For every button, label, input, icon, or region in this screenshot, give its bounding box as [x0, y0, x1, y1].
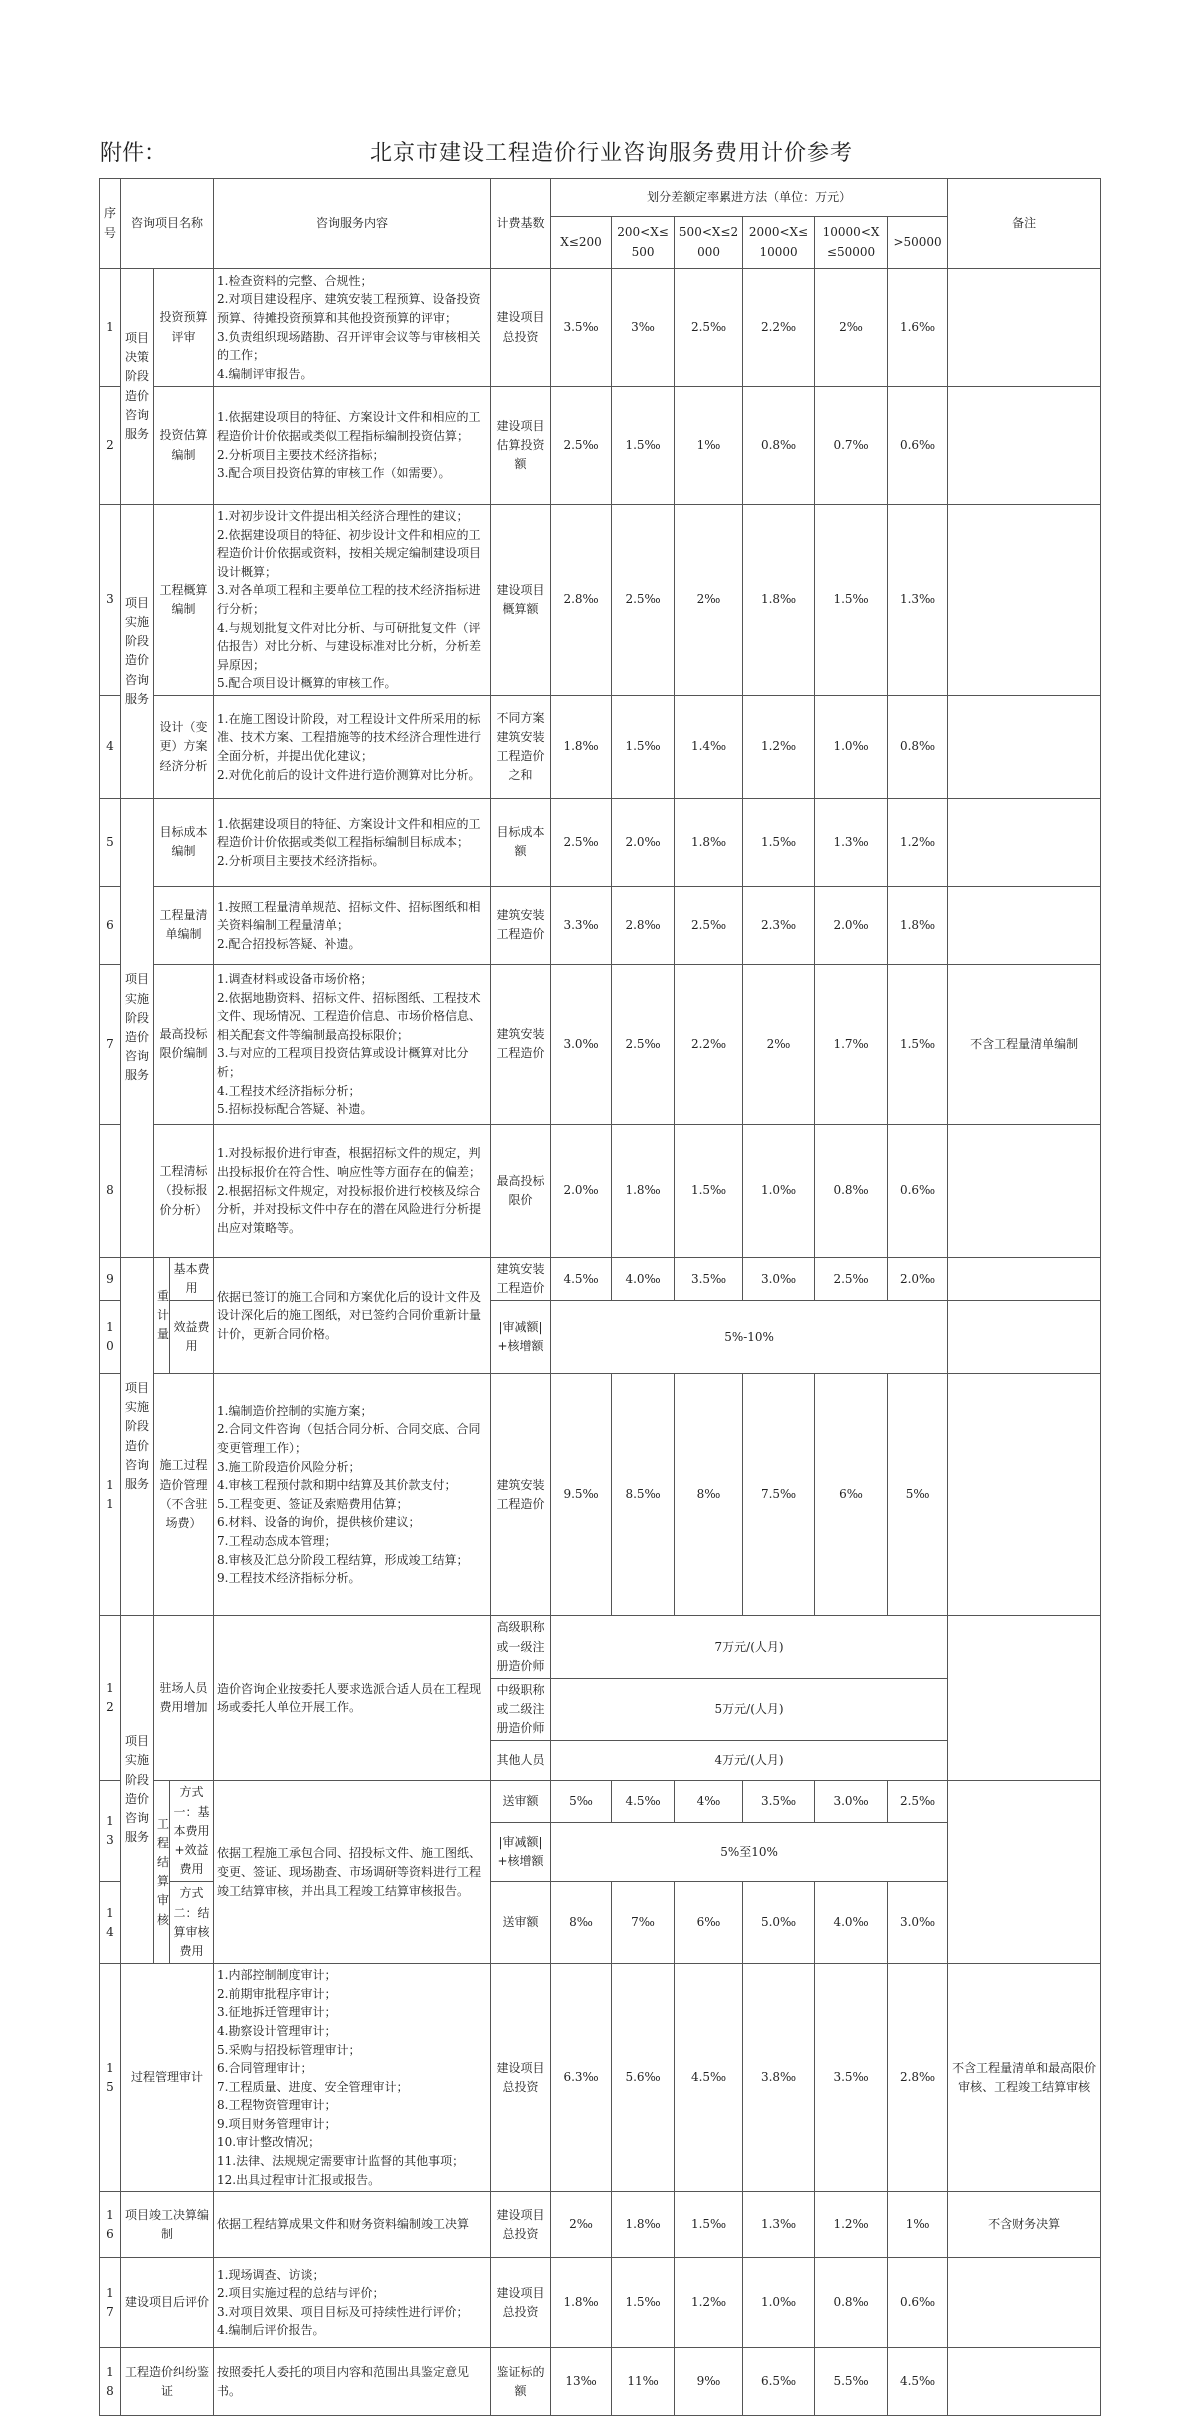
rate-cell: 2.0‰	[815, 886, 888, 964]
rate-cell: 1.0‰	[743, 1124, 815, 1257]
rate-cell: 8‰	[675, 1374, 743, 1616]
rate-cell: 2.5‰	[551, 387, 612, 505]
rate-cell: 1.5‰	[815, 505, 888, 696]
rate-cell: 2‰	[815, 269, 888, 387]
rate-cell: 2.5‰	[815, 1257, 888, 1300]
remark-cell	[948, 798, 1101, 886]
row-number: 10	[100, 1301, 121, 1374]
rate-cell: 0.6‰	[888, 2258, 948, 2348]
rate-cell: 5.6‰	[612, 1964, 675, 2192]
row-number: 9	[100, 1257, 121, 1300]
merged-rate: 5%至10%	[551, 1822, 948, 1882]
service-content: 依据工程结算成果文件和财务资料编制竣工决算	[214, 2192, 491, 2258]
rate-cell: 1.5‰	[743, 798, 815, 886]
rate-cell: 1.3‰	[888, 505, 948, 696]
rate-cell: 2‰	[675, 505, 743, 696]
rate-cell: 2.0‰	[612, 798, 675, 886]
rate-cell: 1.4‰	[675, 695, 743, 798]
rate-cell: 11‰	[612, 2348, 675, 2416]
rate-cell: 6‰	[815, 1374, 888, 1616]
item-name: 投资预算评审	[154, 269, 214, 387]
rate-cell: 5.0‰	[743, 1882, 815, 1964]
table-row	[100, 387, 1101, 505]
row-number: 1	[100, 269, 121, 387]
remark-cell	[948, 269, 1101, 387]
header-rates-group: 划分差额定率累进方法（单位：万元）	[551, 179, 948, 217]
remark-cell	[948, 1124, 1101, 1257]
rate-cell: 5‰	[551, 1781, 612, 1822]
fee-base: 送审额	[491, 1781, 551, 1822]
fee-base: 建设项目总投资	[491, 2258, 551, 2348]
rate-cell: 3.0‰	[551, 964, 612, 1124]
item-name: 方式二：结算审核费用	[170, 1882, 214, 1964]
fee-base: 建筑安装工程造价	[491, 1374, 551, 1616]
rate-cell: 9.5‰	[551, 1374, 612, 1616]
rate-cell: 1.8‰	[675, 798, 743, 886]
fee-base: 高级职称或一级注册造价师	[491, 1616, 551, 1679]
rate-cell: 2‰	[551, 2192, 612, 2258]
table-row	[100, 505, 1101, 696]
service-content: 1.依据建设项目的特征、方案设计文件和相应的工程造价计价依据或类似工程指标编制目标成本； 2.分析项目主要技术经济指标。	[214, 798, 491, 886]
rate-cell: 8‰	[551, 1882, 612, 1964]
item-name: 施工过程造价管理（不含驻场费）	[154, 1374, 214, 1616]
header-item: 咨询项目名称	[121, 179, 214, 269]
item-name: 过程管理审计	[121, 1964, 214, 2192]
service-content: 1.对初步设计文件提出相关经济合理性的建议； 2.依据建设项目的特征、初步设计文件和相应的工程造价计价依据或资料，按相关规定编制建设项目设计概算； 3.对各单项工程和主要单位工程的技术经济指标进行分析； 4.与规划批复文件对比分析、与可研批复文件（评估报告）对比分析、与建设标准对比分析，分析差异原因； 5.配合项目设计概算的审核工作。	[214, 505, 491, 696]
header-tier-2: 200<X≤500	[612, 217, 675, 269]
remark-cell	[948, 387, 1101, 505]
row-number: 13	[100, 1781, 121, 1882]
rate-cell: 6.5‰	[743, 2348, 815, 2416]
header-no: 序号	[100, 179, 121, 269]
rate-cell: 3.5‰	[675, 1257, 743, 1300]
rate-cell: 1‰	[888, 2192, 948, 2258]
rate-cell: 2.5‰	[551, 798, 612, 886]
table-row	[100, 2348, 1101, 2416]
rate-cell: 0.8‰	[815, 1124, 888, 1257]
table-row	[100, 964, 1101, 1124]
stage-label: 项目决策阶段造价咨询服务	[121, 269, 154, 505]
fee-base: 不同方案建筑安装工程造价之和	[491, 695, 551, 798]
service-content: 依据已签订的施工合同和方案优化后的设计文件及设计深化后的施工图纸，对已签约合同价重新计量计价，更新合同价格。	[214, 1257, 491, 1373]
row-number: 7	[100, 964, 121, 1124]
rate-cell: 1.6‰	[888, 269, 948, 387]
fee-base: 建设项目总投资	[491, 269, 551, 387]
row-number: 3	[100, 505, 121, 696]
row-number: 6	[100, 886, 121, 964]
rate-cell: 4‰	[675, 1781, 743, 1822]
table-row	[100, 269, 1101, 387]
rate-cell: 1.2‰	[815, 2192, 888, 2258]
row-number: 5	[100, 798, 121, 886]
fee-base: 中级职称或二级注册造价师	[491, 1678, 551, 1741]
header-tier-5: 10000<X≤50000	[815, 217, 888, 269]
remark-cell	[948, 1257, 1101, 1300]
remark-cell: 不含财务决算	[948, 2192, 1101, 2258]
fee-base: 建筑安装工程造价	[491, 886, 551, 964]
fee-base: 最高投标限价	[491, 1124, 551, 1257]
rate-cell: 6‰	[675, 1882, 743, 1964]
rate-cell: 1.5‰	[888, 964, 948, 1124]
row-number: 8	[100, 1124, 121, 1257]
rate-cell: 3.8‰	[743, 1964, 815, 2192]
rate-cell: 2.0‰	[888, 1257, 948, 1300]
fee-base: |审减额|+核增额	[491, 1822, 551, 1882]
remark-cell	[948, 1781, 1101, 1964]
header-tier-4: 2000<X≤10000	[743, 217, 815, 269]
service-content: 1.对投标报价进行审查，根据招标文件的规定，判出投标报价在符合性、响应性等方面存在的偏差； 2.根据招标文件规定，对投标报价进行校核及综合分析，并对投标文件中存在的潜在风险进行分析提出应对策略等。	[214, 1124, 491, 1257]
group-label: 工程结算审核	[154, 1781, 170, 1964]
row-number: 4	[100, 695, 121, 798]
rate-cell: 1.5‰	[612, 387, 675, 505]
rate-cell: 1.8‰	[612, 2192, 675, 2258]
rate-cell: 3.5‰	[743, 1781, 815, 1822]
rate-cell: 1.5‰	[612, 695, 675, 798]
rate-cell: 1.0‰	[815, 695, 888, 798]
item-name: 工程造价纠纷鉴证	[121, 2348, 214, 2416]
rate-cell: 3.0‰	[743, 1257, 815, 1300]
rate-cell: 4.0‰	[612, 1257, 675, 1300]
table-row	[100, 886, 1101, 964]
rate-cell: 13‰	[551, 2348, 612, 2416]
row-number: 16	[100, 2192, 121, 2258]
rate-cell: 6.3‰	[551, 1964, 612, 2192]
service-content: 造价咨询企业按委托人要求选派合适人员在工程现场或委托人单位开展工作。	[214, 1616, 491, 1781]
item-name: 驻场人员费用增加	[154, 1616, 214, 1781]
rate-cell: 0.8‰	[743, 387, 815, 505]
remark-cell	[948, 2258, 1101, 2348]
rate-cell: 2.5‰	[675, 269, 743, 387]
rate-cell: 1.8‰	[743, 505, 815, 696]
header-tier-1: X≤200	[551, 217, 612, 269]
table-row	[100, 1257, 1101, 1300]
stage-label: 项目实施阶段造价咨询服务	[121, 1616, 154, 1964]
rate-cell: 1.8‰	[888, 886, 948, 964]
row-number: 14	[100, 1882, 121, 1964]
rate-cell: 0.7‰	[815, 387, 888, 505]
rate-cell: 1.5‰	[675, 2192, 743, 2258]
fee-base: 建设项目总投资	[491, 1964, 551, 2192]
header-remark: 备注	[948, 179, 1101, 269]
fee-base: 送审额	[491, 1882, 551, 1964]
item-name: 最高投标限价编制	[154, 964, 214, 1124]
remark-cell: 不含工程量清单和最高限价审核、工程竣工结算审核	[948, 1964, 1101, 2192]
remark-cell	[948, 2348, 1101, 2416]
item-name: 基本费用	[170, 1257, 214, 1300]
rate-cell: 2.8‰	[612, 886, 675, 964]
table-row	[100, 798, 1101, 886]
rate-cell: 9‰	[675, 2348, 743, 2416]
remark-cell	[948, 886, 1101, 964]
table-row	[100, 2258, 1101, 2348]
header-content: 咨询服务内容	[214, 179, 491, 269]
rate-cell: 1.2‰	[743, 695, 815, 798]
merged-rate: 5万元/(人月)	[551, 1678, 948, 1741]
row-number: 18	[100, 2348, 121, 2416]
service-content: 1.依据建设项目的特征、方案设计文件和相应的工程造价计价依据或类似工程指标编制投资估算； 2.分析项目主要技术经济指标； 3.配合项目投资估算的审核工作（如需要）。	[214, 387, 491, 505]
row-number: 2	[100, 387, 121, 505]
item-name: 工程清标（投标报价分析）	[154, 1124, 214, 1257]
rate-cell: 1.8‰	[551, 2258, 612, 2348]
rate-cell: 2.3‰	[743, 886, 815, 964]
remark-cell	[948, 695, 1101, 798]
rate-cell: 2.0‰	[551, 1124, 612, 1257]
service-content: 1.按照工程量清单规范、招标文件、招标图纸和相关资料编制工程量清单； 2.配合招投标答疑、补遗。	[214, 886, 491, 964]
table-row	[100, 1616, 1101, 1679]
rate-cell: 0.6‰	[888, 387, 948, 505]
row-number: 12	[100, 1616, 121, 1781]
fee-base: |审减额|+核增额	[491, 1301, 551, 1374]
fee-base: 鉴证标的额	[491, 2348, 551, 2416]
rate-cell: 4.5‰	[612, 1781, 675, 1822]
row-number: 11	[100, 1374, 121, 1616]
rate-cell: 2.2‰	[743, 269, 815, 387]
service-content: 1.检查资料的完整、合规性； 2.对项目建设程序、建筑安装工程预算、设备投资预算、待摊投资预算和其他投资预算的评审； 3.负责组织现场踏勘、召开评审会议等与审核相关的工作； 4.编制评审报告。	[214, 269, 491, 387]
service-content: 1.内部控制制度审计； 2.前期审批程序审计； 3.征地拆迁管理审计； 4.勘察设计管理审计； 5.采购与招投标管理审计； 6.合同管理审计； 7.工程质量、进度、安全管理审计； 8.工程物资管理审计； 9.项目财务管理审计； 10.审计整改情况； 11.法律、法规规定需要审计监督的其他事项； 12.出具过程审计汇报或报告。	[214, 1964, 491, 2192]
remark-cell	[948, 1616, 1101, 1781]
table-row	[100, 1124, 1101, 1257]
service-content: 1.编制造价控制的实施方案； 2.合同文件咨询（包括合同分析、合同交底、合同变更管理工作）； 3.施工阶段造价风险分析； 4.审核工程预付款和期中结算及其价款支付； 5.工程变更、签证及索赔费用估算； 6.材料、设备的询价，提供核价建议； 7.工程动态成本管理； 8.审核及汇总分阶段工程结算，形成竣工结算； 9.工程技术经济指标分析。	[214, 1374, 491, 1616]
rate-cell: 2.8‰	[551, 505, 612, 696]
rate-cell: 0.8‰	[888, 695, 948, 798]
rate-cell: 3.5‰	[815, 1964, 888, 2192]
rate-cell: 7‰	[612, 1882, 675, 1964]
rate-cell: 1.3‰	[815, 798, 888, 886]
service-content: 1.现场调查、访谈； 2.项目实施过程的总结与评价； 3.对项目效果、项目目标及可持续性进行评价； 4.编制后评价报告。	[214, 2258, 491, 2348]
rate-cell: 4.5‰	[675, 1964, 743, 2192]
item-name: 投资估算编制	[154, 387, 214, 505]
header-tier-3: 500<X≤2000	[675, 217, 743, 269]
rate-cell: 3.5‰	[551, 269, 612, 387]
table-row	[100, 1374, 1101, 1616]
stage-label: 项目实施阶段造价咨询服务	[121, 1257, 154, 1615]
merged-rate: 4万元/(人月)	[551, 1741, 948, 1781]
document-header	[100, 128, 1100, 178]
rate-cell: 2.8‰	[888, 1964, 948, 2192]
fee-base: 建筑安装工程造价	[491, 1257, 551, 1300]
rate-cell: 0.8‰	[815, 2258, 888, 2348]
rate-cell: 1.5‰	[612, 2258, 675, 2348]
fee-base: 其他人员	[491, 1741, 551, 1781]
stage-label: 项目实施阶段造价咨询服务	[121, 505, 154, 799]
group-label: 重计量	[154, 1257, 170, 1373]
rate-cell: 3.3‰	[551, 886, 612, 964]
rate-cell: 1.2‰	[675, 2258, 743, 2348]
remark-cell	[948, 1301, 1101, 1374]
fee-base: 目标成本额	[491, 798, 551, 886]
fee-base: 建设项目估算投资额	[491, 387, 551, 505]
item-name: 项目竣工决算编制	[121, 2192, 214, 2258]
fee-base: 建设项目总投资	[491, 2192, 551, 2258]
service-content: 1.调查材料或设备市场价格； 2.依据地勘资料、招标文件、招标图纸、工程技术文件、现场情况、工程造价信息、市场价格信息、相关配套文件等编制最高投标限价； 3.与对应的工程项目投资估算或设计概算对比分析； 4.工程技术经济指标分析； 5.招标投标配合答疑、补遗。	[214, 964, 491, 1124]
rate-cell: 5.5‰	[815, 2348, 888, 2416]
rate-cell: 1.7‰	[815, 964, 888, 1124]
attachment-label: 附件：	[100, 141, 167, 166]
rate-cell: 3‰	[612, 269, 675, 387]
rate-cell: 2.5‰	[675, 886, 743, 964]
rate-cell: 3.0‰	[815, 1781, 888, 1822]
item-name: 效益费用	[170, 1301, 214, 1374]
document-title: 北京市建设工程造价行业咨询服务费用计价参考	[370, 141, 854, 166]
rate-cell: 5‰	[888, 1374, 948, 1616]
remark-cell: 不含工程量清单编制	[948, 964, 1101, 1124]
rate-cell: 1.5‰	[675, 1124, 743, 1257]
rate-cell: 4.5‰	[888, 2348, 948, 2416]
rate-cell: 8.5‰	[612, 1374, 675, 1616]
row-number: 17	[100, 2258, 121, 2348]
fee-base: 建筑安装工程造价	[491, 964, 551, 1124]
rate-cell: 2.5‰	[612, 964, 675, 1124]
table-row	[100, 1781, 1101, 1822]
item-name: 目标成本编制	[154, 798, 214, 886]
rate-cell: 1.0‰	[743, 2258, 815, 2348]
item-name: 建设项目后评价	[121, 2258, 214, 2348]
rate-cell: 2‰	[743, 964, 815, 1124]
rate-cell: 4.5‰	[551, 1257, 612, 1300]
merged-rate: 7万元/(人月)	[551, 1616, 948, 1679]
remark-cell	[948, 1374, 1101, 1616]
rate-cell: 1.2‰	[888, 798, 948, 886]
rate-cell: 3.0‰	[888, 1882, 948, 1964]
rate-cell: 1.8‰	[612, 1124, 675, 1257]
rate-cell: 0.6‰	[888, 1124, 948, 1257]
rate-cell: 4.0‰	[815, 1882, 888, 1964]
remark-cell	[948, 505, 1101, 696]
fee-base: 建设项目概算额	[491, 505, 551, 696]
rate-cell: 7.5‰	[743, 1374, 815, 1616]
item-name: 工程概算编制	[154, 505, 214, 696]
rate-cell: 1.8‰	[551, 695, 612, 798]
fee-table	[99, 178, 1101, 2416]
rate-cell: 1.3‰	[743, 2192, 815, 2258]
table-row	[100, 2192, 1101, 2258]
stage-label: 项目实施阶段造价咨询服务	[121, 798, 154, 1257]
table-row	[100, 695, 1101, 798]
item-name: 工程量清单编制	[154, 886, 214, 964]
merged-rate: 5%-10%	[551, 1301, 948, 1374]
item-name: 设计（变更）方案经济分析	[154, 695, 214, 798]
header-base: 计费基数	[491, 179, 551, 269]
header-tier-6: >50000	[888, 217, 948, 269]
rate-cell: 1‰	[675, 387, 743, 505]
table-row	[100, 1964, 1101, 2192]
service-content: 按照委托人委托的项目内容和范围出具鉴定意见书。	[214, 2348, 491, 2416]
service-content: 依据工程施工承包合同、招投标文件、施工图纸、变更、签证、现场勘查、市场调研等资料进行工程竣工结算审核，并出具工程竣工结算审核报告。	[214, 1781, 491, 1964]
item-name: 方式一：基本费用+效益费用	[170, 1781, 214, 1882]
rate-cell: 2.5‰	[612, 505, 675, 696]
row-number: 15	[100, 1964, 121, 2192]
service-content: 1.在施工图设计阶段，对工程设计文件所采用的标准、技术方案、工程措施等的技术经济合理性进行全面分析，并提出优化建议； 2.对优化前后的设计文件进行造价测算对比分析。	[214, 695, 491, 798]
rate-cell: 2.5‰	[888, 1781, 948, 1822]
rate-cell: 2.2‰	[675, 964, 743, 1124]
